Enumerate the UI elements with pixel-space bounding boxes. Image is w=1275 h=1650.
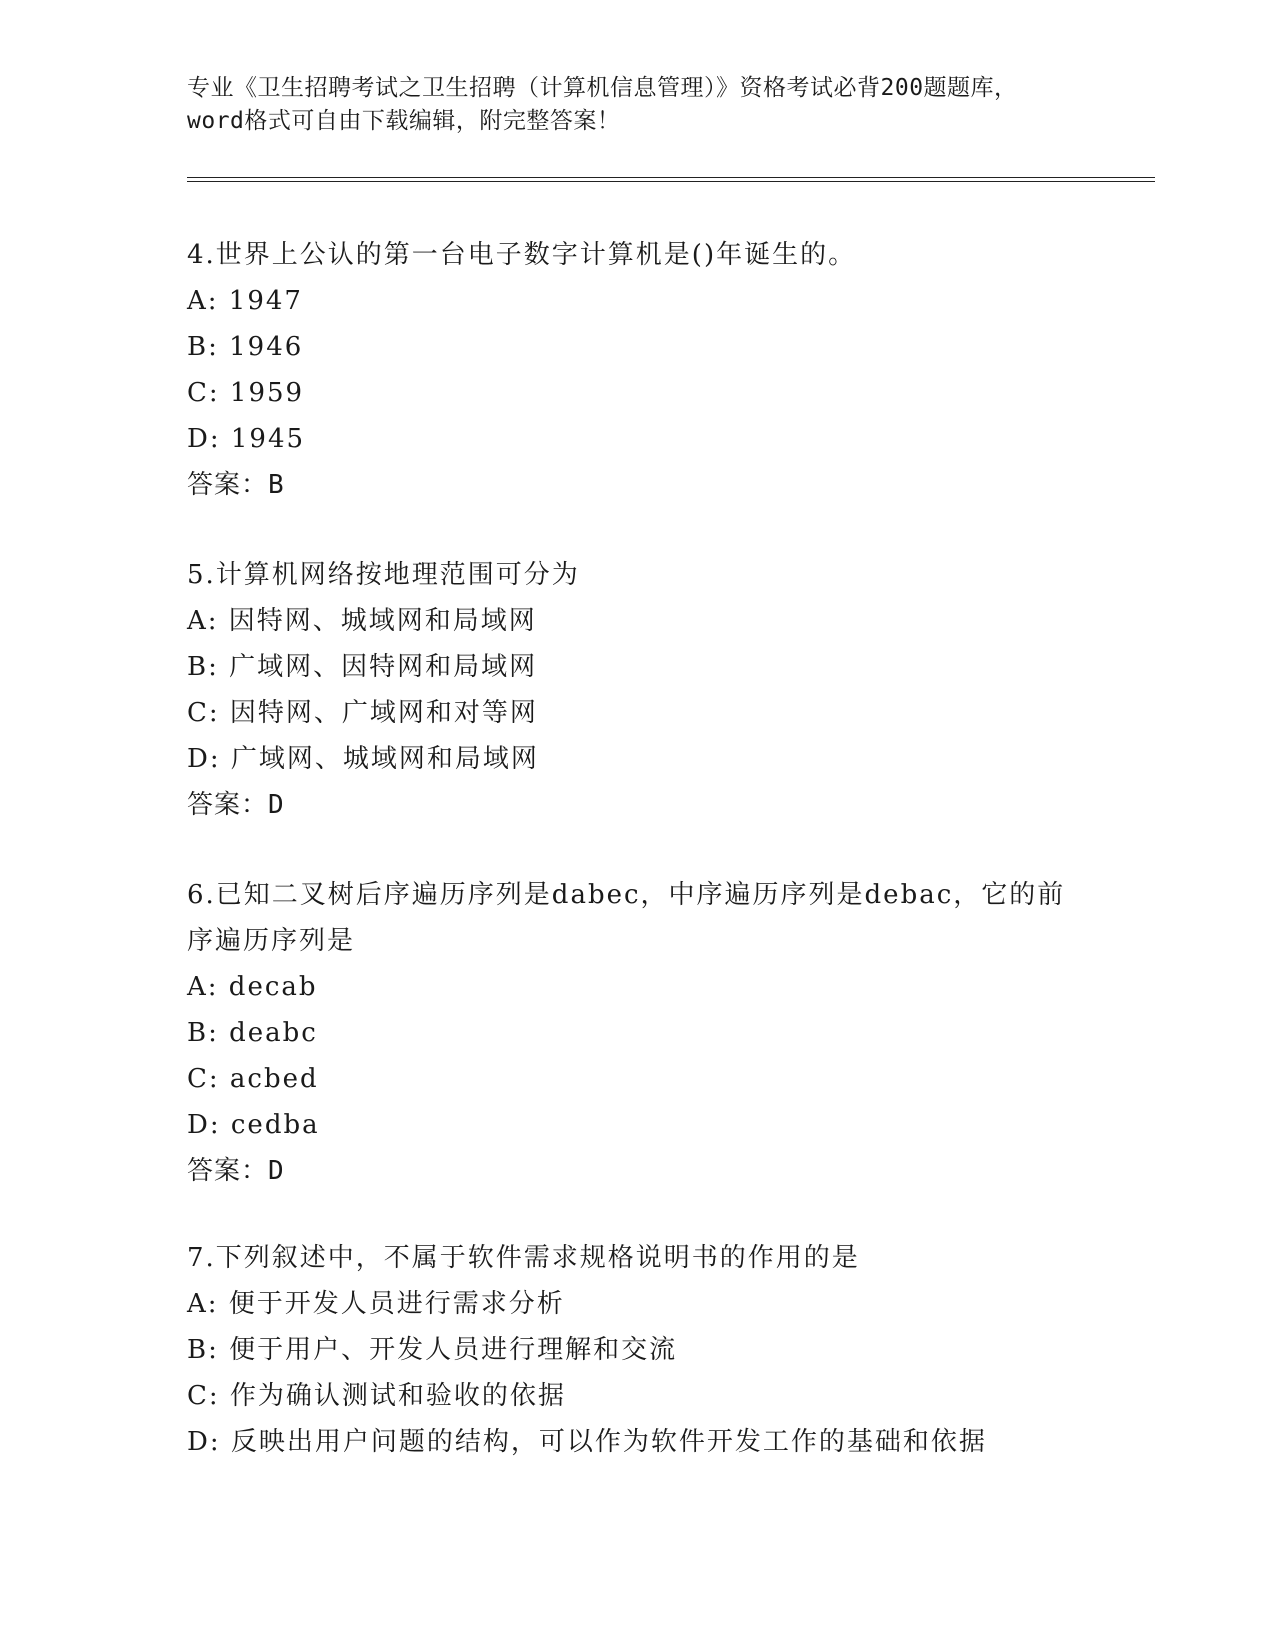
header-divider-bottom: [187, 181, 1155, 182]
question-6: [187, 872, 1087, 1194]
option-b: B: deabc: [187, 1018, 318, 1048]
option-d: D: 广域网、城域网和局域网: [187, 744, 539, 774]
question-5: [187, 552, 1087, 828]
option-a: A: decab: [187, 972, 318, 1002]
header-line-2: word格式可自由下载编辑，附完整答案！: [187, 108, 621, 134]
option-d: D: 反映出用户问题的结构，可以作为软件开发工作的基础和依据: [187, 1427, 987, 1457]
header-divider-top: [187, 177, 1155, 178]
answer: 答案：D: [187, 1156, 285, 1186]
question-stem: 7.下列叙述中，不属于软件需求规格说明书的作用的是: [187, 1243, 860, 1273]
answer: 答案：B: [187, 470, 285, 500]
question-stem: 4.世界上公认的第一台电子数字计算机是()年诞生的。: [187, 240, 857, 270]
option-c: C: acbed: [187, 1064, 319, 1094]
answer: 答案：D: [187, 790, 285, 820]
option-d: D: cedba: [187, 1110, 320, 1140]
option-b: B: 便于用户、开发人员进行理解和交流: [187, 1335, 678, 1365]
header-line-1: 专业《卫生招聘考试之卫生招聘（计算机信息管理）》资格考试必背200题题库，: [187, 75, 1018, 101]
option-b: B: 广域网、因特网和局域网: [187, 652, 538, 682]
option-c: C: 1959: [187, 378, 305, 408]
question-stem-line-1: 6.已知二叉树后序遍历序列是dabec，中序遍历序列是debac，它的前: [187, 880, 1066, 910]
option-c: C: 作为确认测试和验收的依据: [187, 1381, 566, 1411]
question-stem-line-2: 序遍历序列是: [187, 926, 356, 956]
document-header: [187, 72, 1087, 138]
option-c: C: 因特网、广域网和对等网: [187, 698, 538, 728]
option-a: A: 1947: [187, 286, 303, 316]
option-d: D: 1945: [187, 424, 306, 454]
question-7: [187, 1235, 1087, 1465]
option-b: B: 1946: [187, 332, 304, 362]
question-4: [187, 232, 1087, 508]
option-a: A: 便于开发人员进行需求分析: [187, 1289, 565, 1319]
question-stem: 5.计算机网络按地理范围可分为: [187, 560, 580, 590]
option-a: A: 因特网、城域网和局域网: [187, 606, 537, 636]
